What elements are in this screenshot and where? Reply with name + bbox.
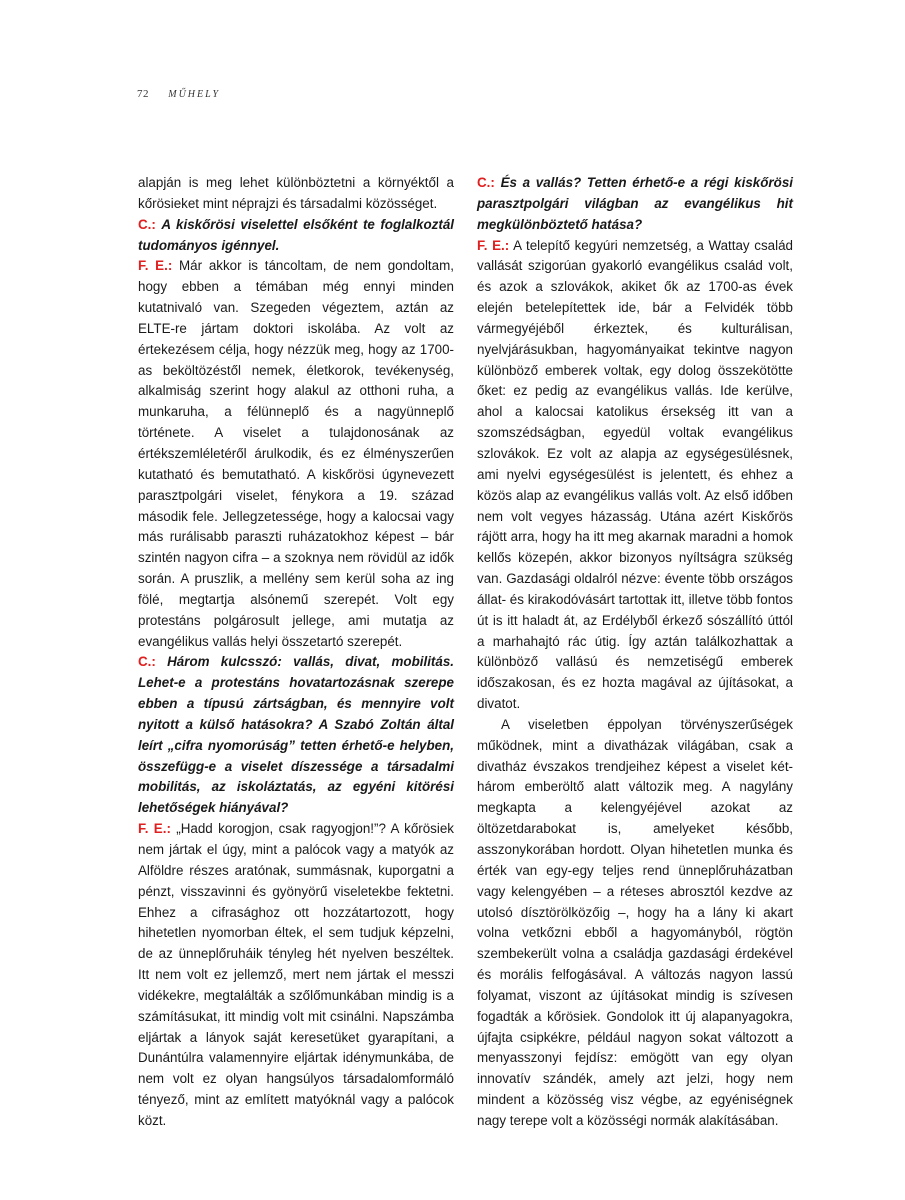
left-column [138,173,454,1132]
question-text: Három kulcsszó: vallás, divat, mobilitás. Lehet-e a protestáns hovatartozásnak szerepe ebben a típusú zártságban, és mennyire volt nyitott a külső hatásokra? A Szabó Zoltán által leírt „cifra nyomorúság” tetten érhető-e helyben, összefügg-e a viselet díszessége a társadalmi mobilitás, az iskoláztatás, az egyéni kitörési lehetőségek hiányával? [138,654,454,816]
running-head [137,88,220,100]
speaker-label-respondent: F. E.: [138,821,171,837]
answer [477,236,793,715]
speaker-label-respondent: F. E.: [477,237,510,253]
question [477,173,793,236]
paragraph-text: A viseletben éppolyan törvényszerűségek működnek, mint a divatházak világában, csak a divatház évszakos trendjeihez képest a viselet két-három emberöltő alatt változik meg. A nagylány megkapta a kelengyéjével azokat az öltözetdarabokat is, amelyeket később, asszonykorában hordott. Olyan hihetetlen munka és érték van egy-egy teljes rend ünneplőruházatban vagy kelengyében – a réteses abrosztól kezdve az utolsó dísztörölközőig –, hogy ha a lány ki akart volna vetkőzni ebből a hagyományból, rögtön szembekerült volna a családja gazdasági érdekével és morális felfogásával. A változás nagyon lassú folyamat, viszont az újításokat mindig is szívesen fogadták a kőrösiek. Gondolok itt új alapanyagokra, újfajta csipkékre, például nagyon sokat változott a menyasszonyi fejdísz: emögött van egy olyan innovatív szándék, amely azt jelzi, hogy nem mindent a közösség visz végbe, az egyéniségnek nagy terepe volt a közösségi normák alakításában. [477,716,793,1128]
right-column [477,173,793,1132]
section-title: MŰHELY [168,89,221,100]
page-number: 72 [137,88,149,100]
speaker-label-respondent: F. E.: [138,258,173,274]
question [138,215,454,257]
question-text: És a vallás? Tetten érhető-e a régi kiskőrösi parasztpolgári világban az evangélikus hit megkülönböztető hatása? [477,175,793,232]
speaker-label-interviewer: C.: [138,654,156,670]
speaker-label-interviewer: C.: [138,216,156,232]
answer-text: Már akkor is táncoltam, de nem gondoltam, hogy ebben a témában még ennyi minden kutatnivaló van. Szegeden végeztem, aztán az ELTE-re jártam doktori iskolába. Az volt az értekezésem célja, hogy nézzük meg, hogy az 1700-as beköltözéstől nemek, életkorok, tevékenység, alkalmiság szerint hogy alakul az otthoni ruha, a munkaruha, a félünneplő és a nagyünneplő története. A viselet a tulajdonosának az értékszemléletéről árulkodik, és ez élményszerűen kutatható és bemutatható. A kiskőrösi úgynevezett parasztpolgári viselet, fénykora a 19. század második fele. Jellegzetessége, hogy a kalocsai vagy más rurálisabb paraszti ruházatokhoz képest – bár szintén nagyon cifra – a szoknya nem rövidül az idők során. A pruszlik, a mellény sem kerül soha az ing fölé, megtartja alsónemű szerepét. Volt egy protestáns polgárosult jellege, ami mutatja az evangélikus vallás helyi összetartó szerepét. [138,258,454,649]
paragraph-text: alapján is meg lehet különböztetni a környéktől a kőrösieket mint néprajzi és társadalmi közösséget. [138,175,454,211]
question [138,652,454,819]
answer-text: „Hadd korogjon, csak ragyogjon!”? A kőrösiek nem jártak el úgy, mint a palócok vagy a matyók az Alföldre részes aratónak, summásnak, kuporgatni a pénzt, visszavinni és gyönyörű viseletekbe fektetni. Ehhez a cifrasághoz ott hozzátartozott, hogy hihetetlen nyomorban éltek, el sem tudjuk képzelni, de az ünneplőruháik tényleg hét nyelven beszéltek. Itt nem volt ez jellemző, mert nem jártak el messzi vidékekre, megtalálták a szőlőmunkában mindig is a számításukat, itt mindig volt mit csinálni. Napszámba eljártak a lányok saját keresetüket gyarapítani, a Dunántúlra valamennyire eljártak idénymunkába, de nem volt ez olyan hangsúlyos társadalomformáló tényező, mint az említett matyóknál vagy a palócok közt. [138,821,454,1128]
answer-text: A telepítő kegyúri nemzetség, a Wattay család vallását szigorúan gyakorló evangélikus család volt, és azok a szlovákok, akiket ők az 1700-as évek elején betelepítettek ide, bár a Felvidék több vármegyéjéből érkeztek, és kulturálisan, nyelvjárásukban, hagyományaikat tekintve nagyon különböző emberek voltak, egy dolog összekötötte őket: ez pedig az evangélikus vallás. Ide kerülve, ahol a kalocsai katolikus érsekség itt van a szomszédságban, egyedül voltak evangélikus szlovákok. Ez volt az alapja az egységesülésnek, ami nyelvi egységesülést is jelentett, és ehhez a közös alap az evangélikus vallás volt. Az első időben nem volt vegyes házasság. Utána azért Kiskőrös rájött arra, hogy ha itt meg akarnak maradni a homok kellős közepén, akkor bizonyos nyíltságra szükség van. Gazdasági oldalról nézve: évente több országos állat- és kirakodóvásárt tartottak itt, illetve több fontos út is itt haladt át, az Erdélyből érkező sószállító úttól a marhahajtó rác útig. Így aztán találkozhattak a különböző vallású és nemzetiségű emberek időszakosan, és ez hozta magával az újításokat, a divatot. [477,237,794,712]
paragraph-continuation [138,173,454,215]
speaker-label-interviewer: C.: [477,175,495,190]
answer-continuation [477,715,793,1132]
answer [138,256,454,652]
question-text: A kiskőrösi viselettel elsőként te foglalkoztál tudományos igénnyel. [138,216,454,253]
answer [138,819,454,1132]
